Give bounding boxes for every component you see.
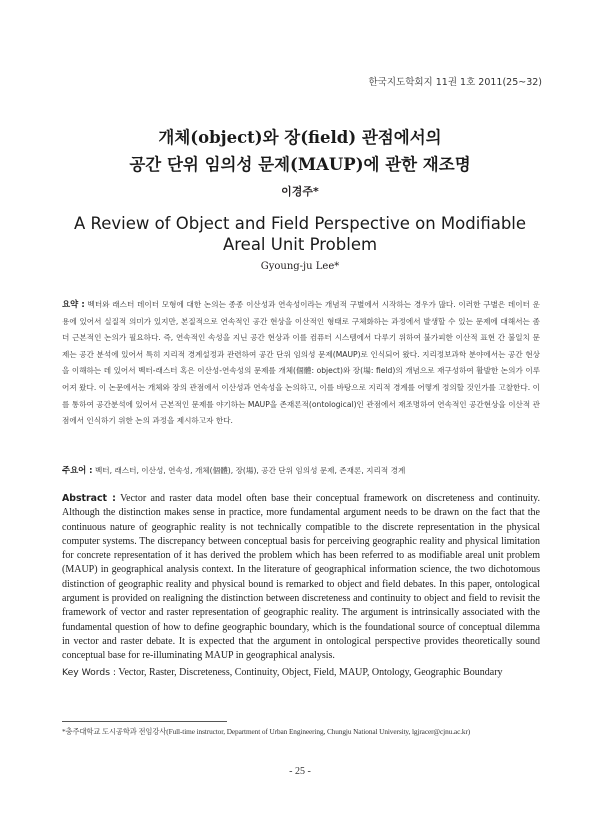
- korean-keywords: [62, 462, 540, 479]
- korean-keywords-label: 주요어 :: [62, 465, 93, 475]
- english-abstract: [62, 492, 540, 664]
- footnote-divider: [62, 721, 227, 722]
- english-author: Gyoung-ju Lee*: [260, 261, 340, 272]
- korean-abstract-label: 요약 :: [62, 299, 85, 309]
- korean-title: [0, 124, 600, 178]
- english-keywords-label: Key Words :: [62, 667, 116, 678]
- page-number: - 25 -: [289, 766, 311, 777]
- journal-reference: 한국지도학회지 11권 1호 2011(25~32): [368, 77, 542, 88]
- korean-title-line-2: 공간 단위 임의성 문제(MAUP)에 관한 재조명: [129, 155, 471, 174]
- author-footnote: *충주대학교 도시공학과 전임강사(Full-time instructor, Department of Urban Engineering, Chungju National University, lgjracer@cjnu.ac.kr): [62, 727, 471, 736]
- english-abstract-label: Abstract :: [62, 493, 116, 504]
- korean-abstract: [62, 296, 540, 430]
- korean-abstract-text: 벡터와 래스터 데이터 모형에 대한 논의는 종종 이산성과 연속성이라는 개념적 구별에서 시작하는 경우가 많다. 이러한 구별은 데이터 운용에 있어서 실질적 의미가 있지만, 본질적으로 연속적인 공간 현상을 이산적인 형태로 구체화하는 과정에서 발생할 수 있는 문제에 대해서는 좀 더 근본적인 논의가 필요하다. 즉, 연속적인 속성을 지닌 공간 현상과 이를 컴퓨터 시스템에서 다루기 위하여 불가피한 이산적 표현 간 불일치 문제는 공간 분석에 있어서 특히 지리적 경계설정과 관련하여 공간 단위 임의성 문제(MAUP)로 인식되어 왔다. 지리정보과학 분야에서는 공간 현상을 이해하는 데 있어서 벡터-래스터 혹은 이산성-연속성의 문제를 개체(個體: object)와 장(場: field)의 개념으로 재구성하여 활발한 논의가 이루어져 왔다. 이 논문에서는 개체와 장의 관점에서 이산성과 연속성을 논의하고, 이를 바탕으로 지리적 경계를 어떻게 정의할 것인가를 고찰한다. 이를 통하여 공간분석에 있어서 근본적인 문제를 야기하는 MAUP을 존재론적(ontological)인 관점에서 재조명하여 연속적인 공간현상을 이산적 관점에서 인식하기 위한 논의 과정을 제시하고자 한다.: [62, 300, 540, 426]
- english-keywords-text: Vector, Raster, Discreteness, Continuity, Object, Field, MAUP, Ontology, Geographic Boundary: [118, 667, 503, 678]
- korean-author: 이경주*: [281, 185, 319, 198]
- korean-title-line-1: 개체(object)와 장(field) 관점에서의: [158, 128, 442, 147]
- english-abstract-text: Vector and raster data model often base their conceptual framework on discreteness and continuity. Although the distinction makes sense in practice, more fundamental argument needs to be drawn on the fact that the continuous nature of geographic reality is not technically compatible to the discrete representation in the physical computer systems. The discrepancy between conceptual basis for perceiving geographic reality and physical limitation for concrete representation of it has derived the problem which has been referred to as modifiable areal unit problem (MAUP) in geographical analysis context. In the literature of geographical information science, the two dichotomous distinction of geographic reality and physical bound is remarked to object and field debates. In this paper, ontological argument is provided on realigning the distinction between discreteness and continuity to object and field to revisit the framework of vector and raster representation of geographic reality. The argument is intrinsically associated with the fundamental question of how to define geographic boundary, which is the foundational source of conceptual dilemma in vector and raster debate. It is expected that the argument in ontological perspective provides theoretically sound conceptual base for re-illuminating MAUP in geographical analysis.: [62, 493, 540, 662]
- english-title: A Review of Object and Field Perspective on Modifiable Areal Unit Problem: [73, 214, 527, 254]
- korean-keywords-text: 벡터, 래스터, 이산성, 연속성, 개체(個體), 장(場), 공간 단위 임의성 문제, 존재론, 지리적 경계: [94, 466, 406, 475]
- english-keywords: [62, 666, 540, 680]
